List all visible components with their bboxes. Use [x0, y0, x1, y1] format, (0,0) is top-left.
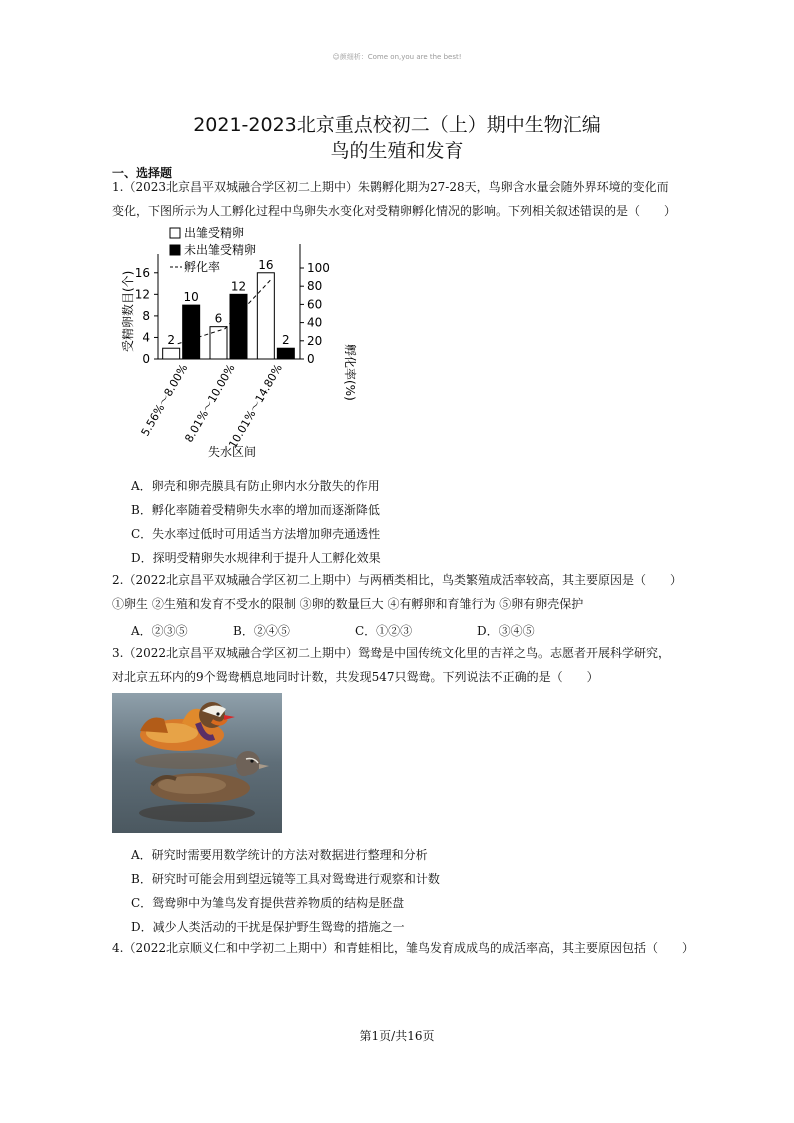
chart-legend	[170, 225, 256, 274]
y-tick-label: 8	[142, 308, 150, 323]
y2-tick-label: 40	[307, 315, 323, 330]
mandarin-ducks-photo	[112, 693, 282, 833]
q2-option-d[interactable]: D．③④⑤	[477, 624, 535, 638]
bar-unhatched	[277, 348, 294, 359]
question-2	[112, 568, 682, 616]
bar-label-hatched: 16	[258, 257, 274, 272]
legend-label-rate: 孵化率	[184, 260, 221, 274]
duck-illustration-icon	[112, 693, 282, 833]
y2-tick-label: 80	[307, 279, 323, 294]
x-tick-label: 10.01%～14.80%	[226, 362, 285, 451]
y-tick-label: 16	[134, 265, 150, 280]
y-tick-label: 4	[142, 330, 150, 345]
watermark: ☺颜细析：Come on,you are the best!	[332, 53, 462, 61]
section-heading: 一、选择题	[112, 166, 173, 180]
y2-tick-label: 60	[307, 297, 323, 312]
y-axis-label: 受精卵数目(个)	[121, 270, 135, 352]
q2-option-a[interactable]: A．②③⑤	[131, 624, 188, 638]
question-4-line-1: 4.（2022北京顺义仁和中学初二上期中）和青蛙相比，雏鸟发育成成鸟的成活率高，其主要原因包括（ ）	[112, 941, 694, 955]
q3-option-c[interactable]: C．鸳鸯卵中为雏鸟发育提供营养物质的结构是胚盘	[131, 896, 405, 910]
bar-label-hatched: 6	[214, 311, 223, 326]
y-tick-label: 12	[134, 287, 150, 302]
question-3-line-1: 3.（2022北京昌平双城融合学区初二上期中）鸳鸯是中国传统文化里的吉祥之鸟。志愿者开展科学研究，	[112, 646, 670, 660]
legend-swatch-hatched	[170, 228, 180, 238]
q3-option-a[interactable]: A．研究时需要用数学统计的方法对数据进行整理和分析	[131, 848, 428, 862]
question-2-line-1: 2.（2022北京昌平双城融合学区初二上期中）与两栖类相比，鸟类繁殖成活率较高，其主要原因是（ ）	[112, 573, 682, 587]
q1-option-d[interactable]: D．探明受精卵失水规律利于提升人工孵化效果	[131, 551, 381, 565]
doc-subtitle: 鸟的生殖和发育	[330, 140, 464, 162]
q3-option-d[interactable]: D．减少人类活动的干扰是保护野生鸳鸯的措施之一	[131, 920, 405, 934]
q1-option-a[interactable]: A．卵壳和卵壳膜具有防止卵内水分散失的作用	[131, 479, 380, 493]
bar-hatched	[210, 327, 227, 359]
question-1-line-2: 变化，下图所示为人工孵化过程中鸟卵失水变化对受精卵孵化情况的影响。下列相关叙述错误的是（ ）	[112, 204, 677, 218]
y-tick-label: 0	[142, 352, 150, 366]
page-footer: 第1页/共16页	[359, 1029, 435, 1043]
q2-option-b[interactable]: B．②④⑤	[233, 624, 290, 638]
question-1-line-1: 1.（2023北京昌平双城融合学区初二上期中）朱鹮孵化期为27-28天，鸟卵含水量会随外界环境的变化而	[112, 180, 669, 194]
x-tick-label: 8.01%～10.00%	[182, 362, 238, 445]
bar-label-unhatched: 2	[282, 333, 290, 348]
x-axis-label: 失水区间	[208, 445, 257, 459]
q2-option-c[interactable]: C．①②③	[355, 624, 413, 638]
q1-option-c[interactable]: C．失水率过低时可用适当方法增加卵壳通透性	[131, 527, 381, 541]
y2-axis-label: 孵化率(%)	[343, 344, 357, 401]
bar-label-unhatched: 12	[230, 279, 247, 294]
q1-option-b[interactable]: B．孵化率随着受精卵失水率的增加而逐渐降低	[131, 503, 380, 517]
bar-hatched	[163, 348, 180, 359]
legend-label-unhatched: 未出雏受精卵	[184, 243, 257, 257]
q2-options	[131, 622, 535, 639]
x-tick-label: 5.56%～8.00%	[138, 362, 191, 439]
question-3	[112, 641, 670, 689]
y2-tick-label: 100	[307, 261, 330, 275]
doc-title: 2021-2023北京重点校初二（上）期中生物汇编	[193, 114, 601, 136]
bar-unhatched	[183, 305, 200, 359]
question-2-line-2: ①卵生 ②生殖和发育不受水的限制 ③卵的数量巨大 ④有孵卵和育雏行为 ⑤卵有卵壳保护	[112, 597, 584, 611]
y2-tick-label: 0	[307, 352, 315, 366]
bar-unhatched	[230, 294, 247, 359]
q3-option-b[interactable]: B．研究时可能会用到望远镜等工具对鸳鸯进行观察和计数	[131, 872, 440, 886]
question-4	[112, 936, 694, 960]
bar-label-unhatched: 10	[183, 290, 199, 305]
legend-label-hatched: 出雏受精卵	[184, 226, 245, 240]
legend-swatch-unhatched	[170, 245, 180, 255]
y2-tick-label: 20	[307, 333, 323, 348]
question-3-line-2: 对北京五环内的9个鸳鸯栖息地同时计数，共发现547只鸳鸯。下列说法不 ·正 ·确的是（ ）	[112, 665, 670, 689]
hatching-chart	[112, 222, 357, 462]
question-1	[112, 175, 676, 223]
bar-label-hatched: 2	[167, 333, 175, 348]
